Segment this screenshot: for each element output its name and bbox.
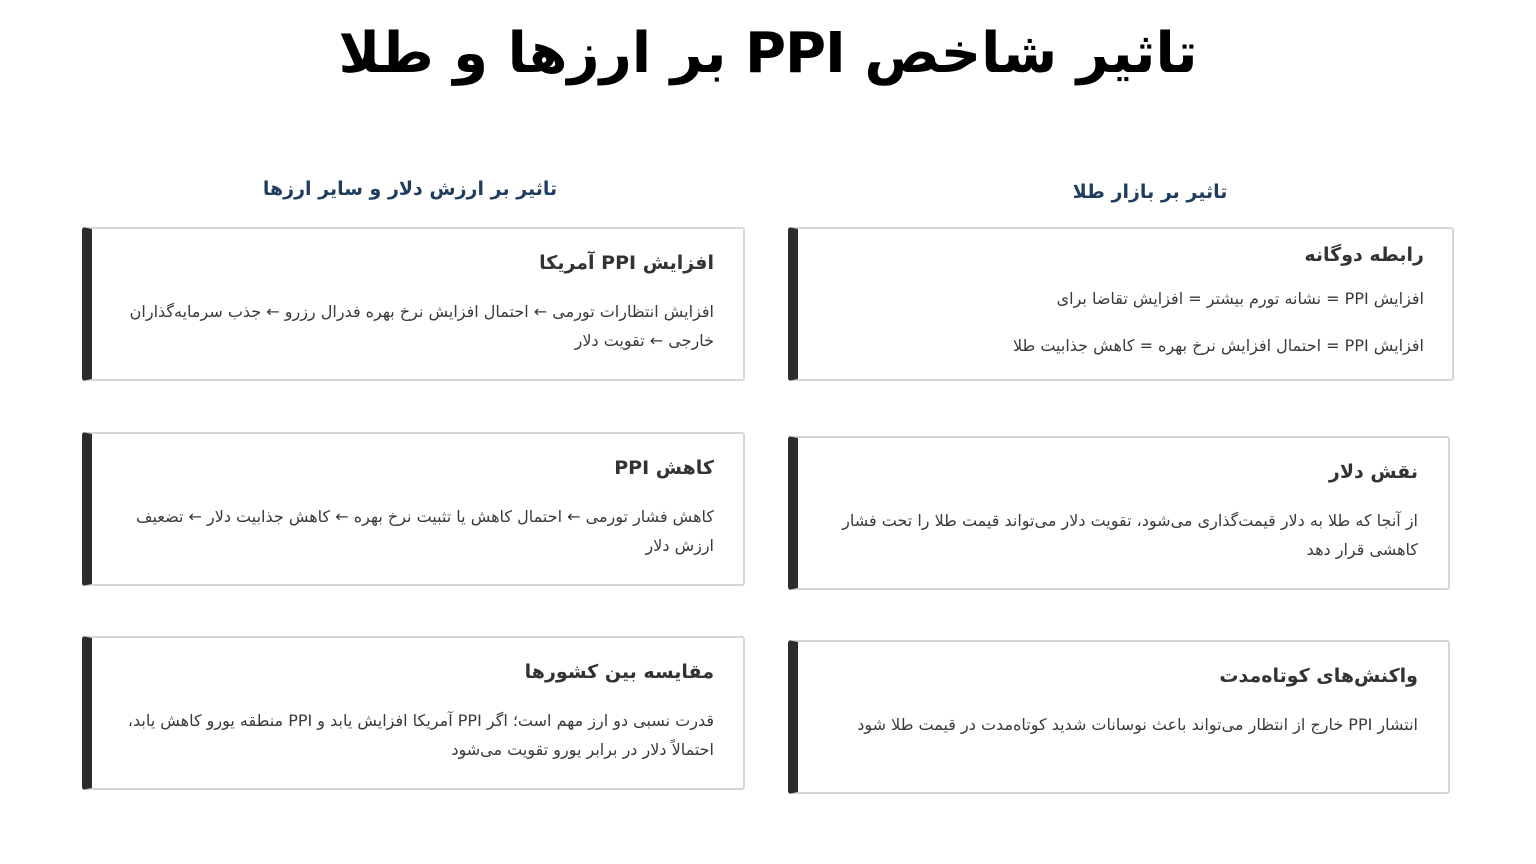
card-title: نقش دلار <box>1328 461 1418 483</box>
card-body <box>818 287 1424 358</box>
card-body: از آنجا که طلا به دلار قیمت‌گذاری می‌شود، تقویت دلار می‌تواند قیمت طلا را تحت فشار کاهشی قرار دهد <box>842 511 1418 559</box>
card-short-term-reactions <box>788 640 1450 794</box>
card-title: کاهش PPI <box>614 457 714 479</box>
card-title: رابطه دوگانه <box>1304 244 1424 266</box>
card-title: افزایش PPI آمریکا <box>539 252 714 274</box>
card-title: واکنش‌های کوتاه‌مدت <box>1219 665 1418 687</box>
card-dollar-role <box>788 436 1450 590</box>
card-country-comparison <box>82 636 745 790</box>
card-body: قدرت نسبی دو ارز مهم است؛ اگر PPI آمریکا افزایش یابد و PPI منطقه یورو کاهش یابد، احتمالاً دلار در برابر یورو تقویت می‌شود <box>127 711 714 759</box>
card-line: افزایش PPI = احتمال افزایش نرخ بهره = کاهش جذابیت طلا <box>1012 336 1424 355</box>
card-us-ppi-increase <box>82 227 745 381</box>
page-title: تاثیر شاخص PPI بر ارزها و طلا <box>338 21 1198 86</box>
card-line: افزایش PPI = نشانه تورم بیشتر = افزایش تقاضا برای <box>1056 289 1424 308</box>
card-ppi-decrease <box>82 432 745 586</box>
card-body: انتشار PPI خارج از انتظار می‌تواند باعث نوسانات شدید کوتاه‌مدت در قیمت طلا شود <box>857 715 1418 734</box>
card-title: مقایسه بین کشورها <box>524 661 714 683</box>
gold-column-title: تاثیر بر بازار طلا <box>1072 181 1228 203</box>
card-dual-relationship <box>788 227 1454 381</box>
dollar-column-title: تاثیر بر ارزش دلار و سایر ارزها <box>262 178 558 200</box>
card-body: کاهش فشار تورمی ← احتمال کاهش یا تثبیت نرخ بهره ← کاهش جذابیت دلار ← تضعیف ارزش دلار <box>135 507 714 555</box>
card-body: افزایش انتظارات تورمی ← احتمال افزایش نرخ بهره فدرال رزرو ← جذب سرمایه‌گذاران خارجی ← تقویت دلار <box>129 302 714 350</box>
